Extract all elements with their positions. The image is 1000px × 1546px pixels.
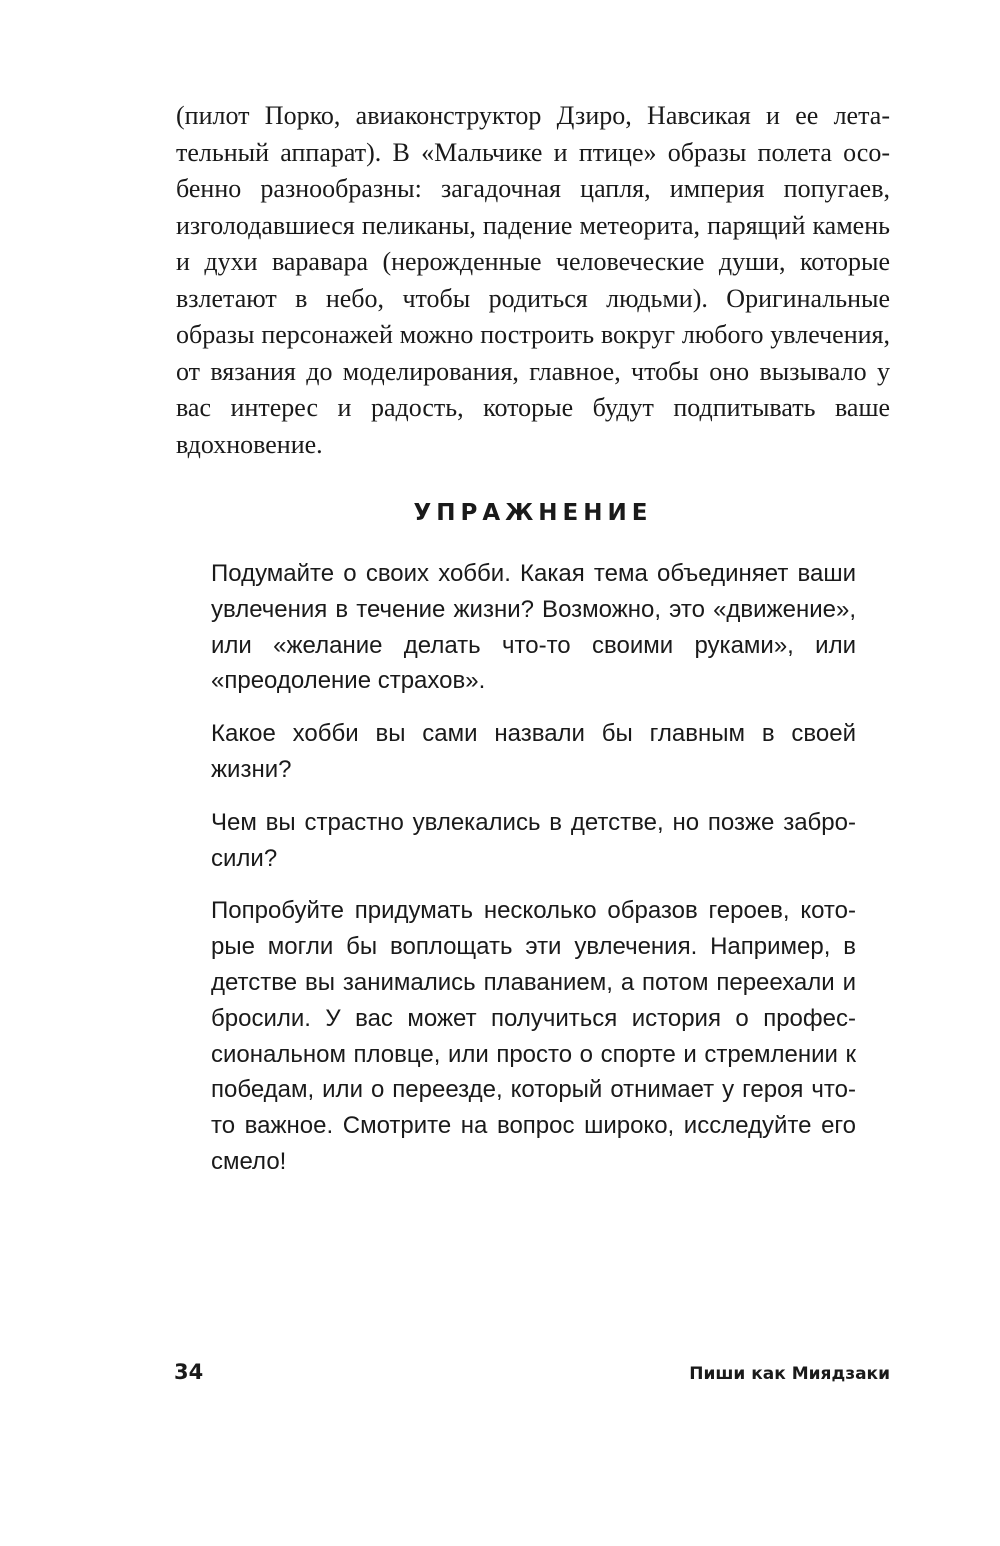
exercise-paragraph: Попробуйте придумать несколько образов героев, которые могли бы воплощать эти увлечения. Например, в детстве вы занимались плаванием, а потом переехали и бросили. У вас может получиться история о профессиональном пловце, или просто о спорте и стремлении к победам, или о переезде, который отнимает у героя что-то важное. Смотрите на вопрос широко, исследуйте его смело! [211, 897, 856, 1175]
exercise-paragraph: Подумайте о своих хобби. Какая тема объединяет ваши увлечения в течение жизни? Возможно, это «движение», или «желание делать что-то своими руками», или «преодоление страхов». [211, 560, 856, 695]
exercise-paragraph: Какое хобби вы сами назвали бы главным в своей жизни? [211, 720, 856, 783]
exercise-paragraph: Чем вы страстно увлекались в детстве, но позже забросили? [211, 808, 856, 872]
page-number: 34 [174, 1360, 204, 1384]
body-paragraph: (пилот Порко, авиаконструктор Дзиро, Навсикая и ее летательный аппарат). В «Мальчике и птице» образы полета особенно разнообразны: загадочная цапля, империя попугаев, изголодавшиеся пеликаны, падение метеорита, парящий камень и духи варавара (нерожденные человеческие души, которые взлетают в небо, чтобы родиться людьми). Оригинальные образы персонажей можно построить вокруг любого увлечения, от вязания до моделирования, главное, чтобы оно вызывало у вас интерес и радость, которые будут подпитывать ваше вдохновение. [176, 101, 890, 459]
exercise-block [211, 556, 856, 1197]
exercise-heading: УПРАЖНЕНИЕ [413, 500, 653, 526]
running-title: Пиши как Миядзаки [689, 1364, 890, 1384]
